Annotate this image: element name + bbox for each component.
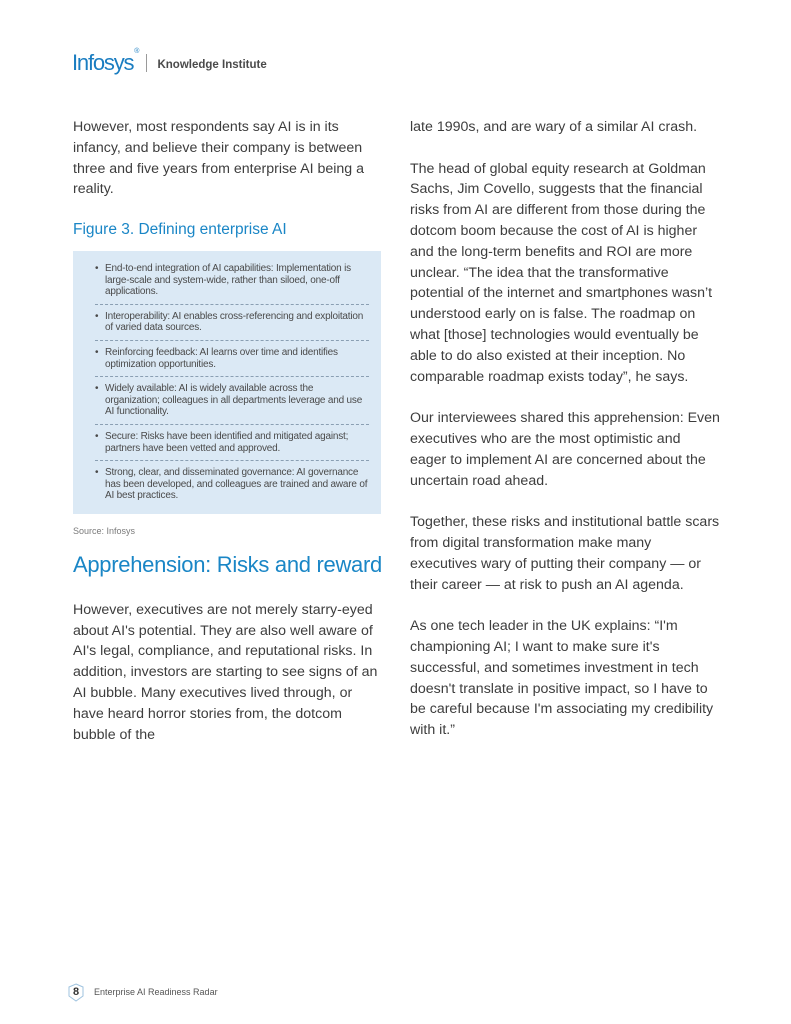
right-column <box>410 117 720 762</box>
intro-paragraph: However, most respondents say AI is in its infancy, and believe their company is between three and five years from enterprise AI being a reality. <box>73 119 365 198</box>
figure-list-item: • End-to-end integration of AI capabilities: Implementation is large-scale and system-wide, rather than siloed, one-off applications. <box>95 263 369 305</box>
figure-title: Figure 3. Defining enterprise AI <box>73 220 287 238</box>
body-paragraph: Together, these risks and institutional battle scars from digital transformation make many executives wary of putting their company — or their career — at risk to push an AI agenda. <box>410 514 720 593</box>
page-header <box>72 47 267 76</box>
body-paragraph: The head of global equity research at Goldman Sachs, Jim Covello, suggests that the financial risks from AI are different from those during the dotcom boom because the cost of AI is higher and the long-term benefits and ROI are more unclear. “The idea that the transformative potential of the internet and smartphones wasn’t understood early on is false. The roadmap on what [those] technologies would eventually be able to do also existed at their inception. No comparable roadmap exists today”, he says. <box>410 160 713 385</box>
section-heading: Apprehension: Risks and reward <box>73 551 382 577</box>
body-paragraph: As one tech leader in the UK explains: “I'm championing AI; I want to make sure it's successful, and sometimes investment in tech doesn't translate in positive impact, so I have to be careful because I'm associating my credibility with it.” <box>410 618 714 739</box>
page-footer <box>66 983 218 1001</box>
page-number: 8 <box>72 986 80 998</box>
footer-title: Enterprise AI Readiness Radar <box>94 987 218 997</box>
figure-list-item: • Reinforcing feedback: AI learns over time and identifies optimization opportunities. <box>95 347 369 377</box>
figure-source: Source: Infosys <box>73 525 136 536</box>
left-column <box>73 117 383 766</box>
body-paragraph: Our interviewees shared this apprehension: Even executives who are the most optimistic and eager to implement AI are concerned about the uncertain road ahead. <box>410 410 720 489</box>
figure-list-item: • Strong, clear, and disseminated governance: AI governance has been developed, and colleagues are trained and aware of AI best practices. <box>95 467 368 502</box>
figure-list-item: • Secure: Risks have been identified and mitigated against; partners have been vetted and approved. <box>95 431 369 461</box>
body-paragraph: late 1990s, and are wary of a similar AI crash. <box>410 119 698 135</box>
page-number-badge <box>66 983 86 1001</box>
section-paragraph: However, executives are not merely starry-eyed about AI's potential. They are also well aware of AI's legal, compliance, and reputational risks. In addition, investors are starting to see signs of an AI bubble. Many executives lived through, or have heard horror stories from, the dotcom bubble of the <box>73 601 378 743</box>
figure-list-item: • Interoperability: AI enables cross-referencing and exploitation of varied data sources. <box>95 311 369 341</box>
figure-box <box>73 251 381 514</box>
header-institute-label: Knowledge Institute <box>157 59 267 71</box>
figure-list-item: • Widely available: AI is widely available across the organization; colleagues in all departments leverage and use AI functionality. <box>95 383 369 425</box>
infosys-logo: Infosys® <box>72 47 140 75</box>
header-divider <box>146 54 147 72</box>
